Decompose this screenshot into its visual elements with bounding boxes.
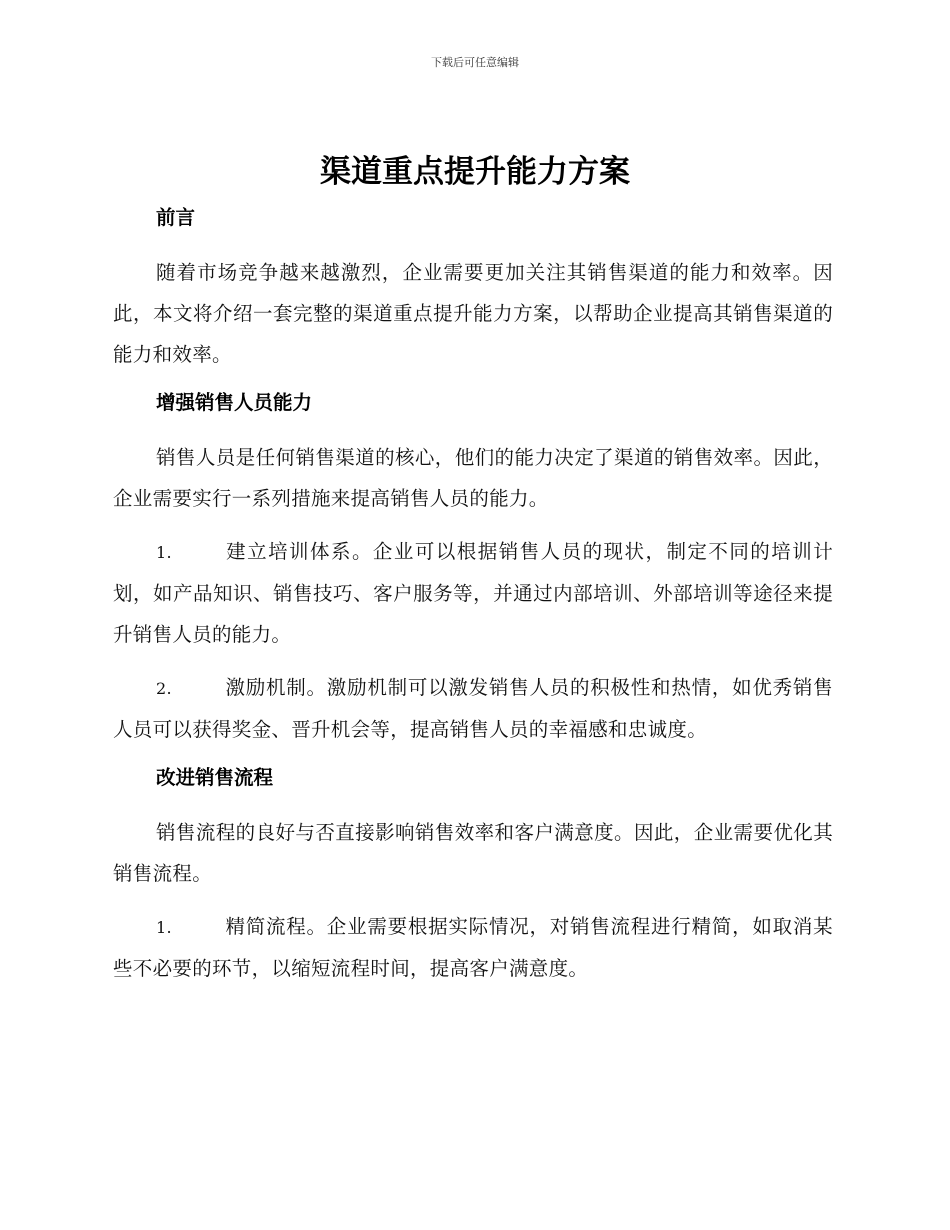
list-number: 1. (156, 918, 172, 937)
list-item (113, 667, 833, 750)
section-heading: 改进销售流程 (156, 766, 274, 789)
document-body (113, 202, 833, 1001)
section-preface (113, 202, 833, 375)
list-item (113, 906, 833, 989)
list-number: 2. (156, 679, 172, 698)
list-item-text: 激励机制。激励机制可以激发销售人员的积极性和热情，如优秀销售人员可以获得奖金、晋升机会等，提高销售人员的幸福感和忠诚度。 (113, 676, 833, 741)
paragraph: 销售人员是任何销售渠道的核心，他们的能力决定了渠道的销售效率。因此，企业需要实行一系列措施来提高销售人员的能力。 (113, 446, 833, 510)
page-header: 下载后可任意编辑 (431, 56, 519, 69)
list-item-text: 精简流程。企业需要根据实际情况，对销售流程进行精简，如取消某些不必要的环节，以缩短流程时间，提高客户满意度。 (113, 915, 833, 980)
paragraph: 销售流程的良好与否直接影响销售效率和客户满意度。因此，企业需要优化其销售流程。 (113, 821, 833, 885)
paragraph: 随着市场竞争越来越激烈，企业需要更加关注其销售渠道的能力和效率。因此，本文将介绍一套完整的渠道重点提升能力方案，以帮助企业提高其销售渠道的能力和效率。 (113, 261, 833, 366)
section-heading: 前言 (156, 206, 196, 229)
section-sales-staff (113, 387, 833, 750)
list-item (113, 531, 833, 655)
section-sales-process (113, 762, 833, 989)
document-title: 渠道重点提升能力方案 (320, 154, 630, 190)
section-heading: 增强销售人员能力 (156, 391, 313, 414)
list-item-text: 建立培训体系。企业可以根据销售人员的现状，制定不同的培训计划，如产品知识、销售技巧、客户服务等，并通过内部培训、外部培训等途径来提升销售人员的能力。 (113, 540, 833, 646)
list-number: 1. (156, 543, 172, 562)
